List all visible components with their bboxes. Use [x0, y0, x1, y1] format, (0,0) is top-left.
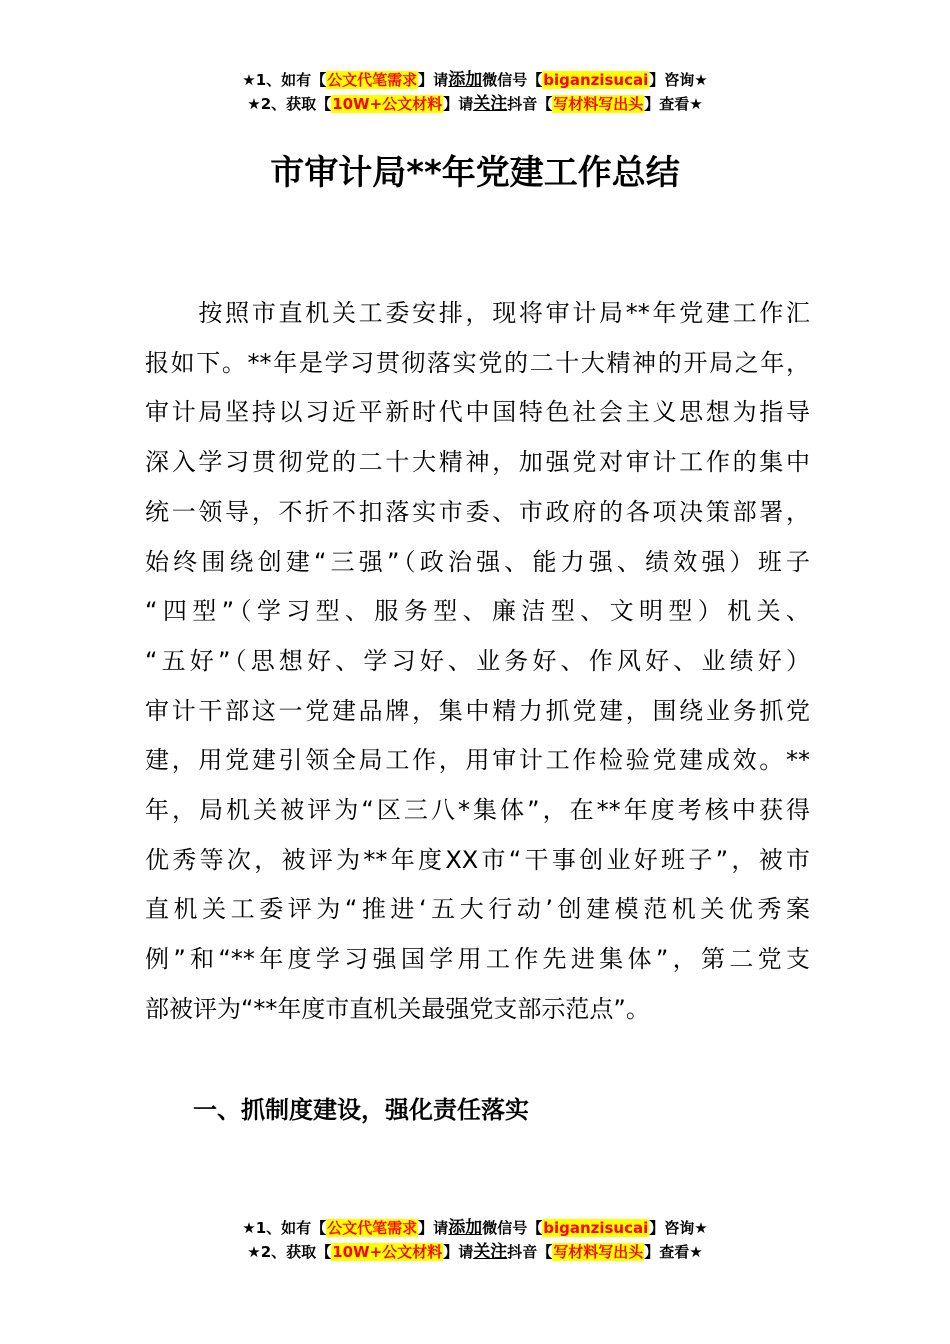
banner-text: 】咨询★	[649, 71, 708, 89]
banner-highlight: 写材料写出头	[553, 1243, 644, 1261]
banner-highlight: biganzisucai	[543, 71, 649, 89]
footer-banner	[0, 1216, 950, 1264]
banner-highlight: 公文代笔需求	[327, 1219, 418, 1237]
paragraph-line: 例”和“**年度学习强国学用工作先进集体”，第二党支	[145, 945, 810, 974]
paragraph-line: 深入学习贯彻党的二十大精神，加强党对审计工作的集中	[145, 448, 810, 477]
banner-text: ★1、如有【	[242, 1219, 327, 1237]
paragraph-line: 报如下。**年是学习贯彻落实党的二十大精神的开局之年，	[145, 348, 810, 377]
banner-text: 抖音【	[507, 1243, 553, 1261]
header-banner-line-1	[0, 68, 950, 92]
banner-emphasis: 关注	[473, 94, 508, 114]
banner-highlight: biganzisucai	[543, 1219, 649, 1237]
banner-text: 】请	[443, 95, 474, 113]
paragraph-line: 部被评为“**年度市直机关最强党支部示范点”。	[145, 994, 650, 1023]
paragraph-line: “五好”（思想好、学习好、业务好、作风好、业绩好）	[145, 646, 810, 675]
banner-highlight: 10W+公文材料	[332, 95, 443, 113]
banner-text: 】查看★	[644, 1243, 703, 1261]
banner-highlight: 10W+公文材料	[332, 1243, 443, 1261]
section-heading: 一、抓制度建设，强化责任落实	[193, 1096, 529, 1124]
banner-text: ★2、获取【	[247, 1243, 332, 1261]
banner-text: 微信号【	[482, 1219, 543, 1237]
banner-emphasis: 添加	[448, 1218, 483, 1238]
paragraph-line: 始终围绕创建“三强”（政治强、能力强、绩效强）班子	[145, 547, 810, 576]
banner-text: 】请	[418, 71, 449, 89]
banner-text: 】请	[443, 1243, 474, 1261]
banner-text: 微信号【	[482, 71, 543, 89]
paragraph-line: 审计干部这一党建品牌，集中精力抓党建，围绕业务抓党	[145, 696, 810, 725]
paragraph-line: 统一领导，不折不扣落实市委、市政府的各项决策部署，	[145, 497, 810, 526]
paragraph-line: 审计局坚持以习近平新时代中国特色社会主义思想为指导	[145, 398, 810, 427]
banner-text: 】咨询★	[649, 1219, 708, 1237]
header-banner-line-2	[0, 92, 950, 116]
banner-text: 抖音【	[507, 95, 553, 113]
banner-text: ★2、获取【	[247, 95, 332, 113]
footer-banner-line-1	[0, 1216, 950, 1240]
paragraph-line: 直机关工委评为“推进‘五大行动’创建模范机关优秀案	[145, 895, 810, 924]
paragraph-line: 建，用党建引领全局工作，用审计工作检验党建成效。**	[145, 746, 810, 775]
paragraph-line: “四型”（学习型、服务型、廉洁型、文明型）机关、	[145, 597, 810, 626]
paragraph-line: 年，局机关被评为“区三八*集体”，在**年度考核中获得	[145, 796, 810, 825]
banner-text: 】查看★	[644, 95, 703, 113]
banner-text: 】请	[418, 1219, 449, 1237]
document-title: 市审计局**年党建工作总结	[270, 153, 680, 193]
banner-emphasis: 关注	[473, 1242, 508, 1262]
banner-emphasis: 添加	[448, 70, 483, 90]
banner-highlight: 写材料写出头	[553, 95, 644, 113]
banner-highlight: 公文代笔需求	[327, 71, 418, 89]
paragraph-line: 优秀等次，被评为**年度XX市“干事创业好班子”，被市	[145, 845, 810, 874]
banner-text: ★1、如有【	[242, 71, 327, 89]
header-banner	[0, 68, 950, 116]
paragraph-line: 按照市直机关工委安排，现将审计局**年党建工作汇	[145, 299, 810, 327]
footer-banner-line-2	[0, 1240, 950, 1264]
body-paragraph	[145, 289, 810, 1035]
